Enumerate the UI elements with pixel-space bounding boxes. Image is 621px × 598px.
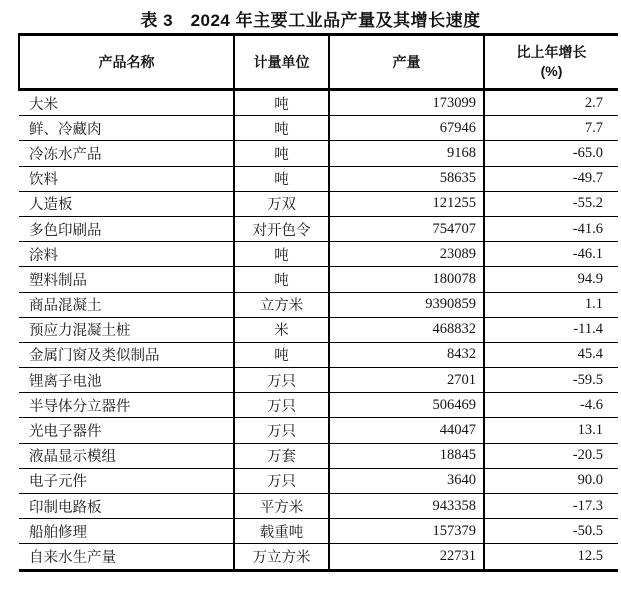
output-cell: 506469: [329, 393, 484, 418]
unit-cell: 吨: [234, 141, 329, 166]
industrial-output-table: [18, 33, 618, 572]
table-row: [19, 368, 618, 393]
output-cell: 3640: [329, 468, 484, 493]
unit-cell: 万只: [234, 368, 329, 393]
output-cell: 468832: [329, 317, 484, 342]
table-row: [19, 267, 618, 292]
header-row: [19, 35, 618, 90]
product-name-cell: 涂料: [19, 242, 234, 267]
unit-cell: 万套: [234, 443, 329, 468]
col-header-growth-line1: 比上年增长: [516, 44, 587, 60]
output-cell: 173099: [329, 90, 484, 116]
unit-cell: 平方米: [234, 494, 329, 519]
product-name-cell: 鲜、冷藏肉: [19, 116, 234, 141]
growth-cell: 13.1: [484, 418, 618, 443]
table-header: [19, 35, 618, 90]
table-row: [19, 544, 618, 570]
growth-cell: -11.4: [484, 317, 618, 342]
table-row: [19, 242, 618, 267]
table-row: [19, 216, 618, 241]
output-cell: 943358: [329, 494, 484, 519]
output-cell: 2701: [329, 368, 484, 393]
product-name-cell: 多色印刷品: [19, 216, 234, 241]
growth-cell: 90.0: [484, 468, 618, 493]
unit-cell: 万双: [234, 191, 329, 216]
table-row: [19, 342, 618, 367]
growth-cell: -17.3: [484, 494, 618, 519]
product-name-cell: 光电子器件: [19, 418, 234, 443]
table-body: [19, 90, 618, 571]
col-header-unit: 计量单位: [234, 35, 329, 90]
unit-cell: 万立方米: [234, 544, 329, 570]
product-name-cell: 冷冻水产品: [19, 141, 234, 166]
growth-cell: 2.7: [484, 90, 618, 116]
col-header-growth-line2: (%): [540, 63, 563, 79]
unit-cell: 吨: [234, 242, 329, 267]
output-cell: 58635: [329, 166, 484, 191]
product-name-cell: 塑料制品: [19, 267, 234, 292]
output-cell: 23089: [329, 242, 484, 267]
table-row: [19, 443, 618, 468]
unit-cell: 载重吨: [234, 519, 329, 544]
col-header-growth: [484, 35, 618, 90]
unit-cell: 万只: [234, 393, 329, 418]
product-name-cell: 商品混凝土: [19, 292, 234, 317]
growth-cell: 12.5: [484, 544, 618, 570]
table-row: [19, 393, 618, 418]
product-name-cell: 饮料: [19, 166, 234, 191]
growth-cell: -46.1: [484, 242, 618, 267]
table-row: [19, 191, 618, 216]
unit-cell: 吨: [234, 166, 329, 191]
growth-cell: -4.6: [484, 393, 618, 418]
table-row: [19, 494, 618, 519]
unit-cell: 对开色令: [234, 216, 329, 241]
growth-cell: -55.2: [484, 191, 618, 216]
output-cell: 754707: [329, 216, 484, 241]
growth-cell: 94.9: [484, 267, 618, 292]
unit-cell: 米: [234, 317, 329, 342]
product-name-cell: 船舶修理: [19, 519, 234, 544]
unit-cell: 吨: [234, 342, 329, 367]
col-header-product: 产品名称: [19, 35, 234, 90]
table-row: [19, 418, 618, 443]
table-row: [19, 90, 618, 116]
product-name-cell: 电子元件: [19, 468, 234, 493]
table-row: [19, 317, 618, 342]
output-cell: 44047: [329, 418, 484, 443]
output-cell: 67946: [329, 116, 484, 141]
growth-cell: -41.6: [484, 216, 618, 241]
unit-cell: 吨: [234, 116, 329, 141]
growth-cell: 45.4: [484, 342, 618, 367]
output-cell: 180078: [329, 267, 484, 292]
table-row: [19, 166, 618, 191]
unit-cell: 立方米: [234, 292, 329, 317]
output-cell: 9168: [329, 141, 484, 166]
unit-cell: 吨: [234, 267, 329, 292]
product-name-cell: 锂离子电池: [19, 368, 234, 393]
growth-cell: 7.7: [484, 116, 618, 141]
col-header-output: 产量: [329, 35, 484, 90]
output-cell: 9390859: [329, 292, 484, 317]
output-cell: 8432: [329, 342, 484, 367]
table-row: [19, 141, 618, 166]
growth-cell: -59.5: [484, 368, 618, 393]
product-name-cell: 印制电路板: [19, 494, 234, 519]
product-name-cell: 半导体分立器件: [19, 393, 234, 418]
table-row: [19, 116, 618, 141]
table-row: [19, 519, 618, 544]
unit-cell: 万只: [234, 418, 329, 443]
growth-cell: -20.5: [484, 443, 618, 468]
unit-cell: 万只: [234, 468, 329, 493]
table-title: 表 3 2024 年主要工业品产量及其增长速度: [140, 11, 481, 30]
product-name-cell: 液晶显示模组: [19, 443, 234, 468]
product-name-cell: 自来水生产量: [19, 544, 234, 570]
output-cell: 22731: [329, 544, 484, 570]
product-name-cell: 人造板: [19, 191, 234, 216]
output-cell: 121255: [329, 191, 484, 216]
product-name-cell: 金属门窗及类似制品: [19, 342, 234, 367]
growth-cell: 1.1: [484, 292, 618, 317]
table-row: [19, 468, 618, 493]
growth-cell: -49.7: [484, 166, 618, 191]
output-cell: 18845: [329, 443, 484, 468]
growth-cell: -50.5: [484, 519, 618, 544]
growth-cell: -65.0: [484, 141, 618, 166]
output-cell: 157379: [329, 519, 484, 544]
product-name-cell: 大米: [19, 90, 234, 116]
product-name-cell: 预应力混凝土桩: [19, 317, 234, 342]
unit-cell: 吨: [234, 90, 329, 116]
table-row: [19, 292, 618, 317]
